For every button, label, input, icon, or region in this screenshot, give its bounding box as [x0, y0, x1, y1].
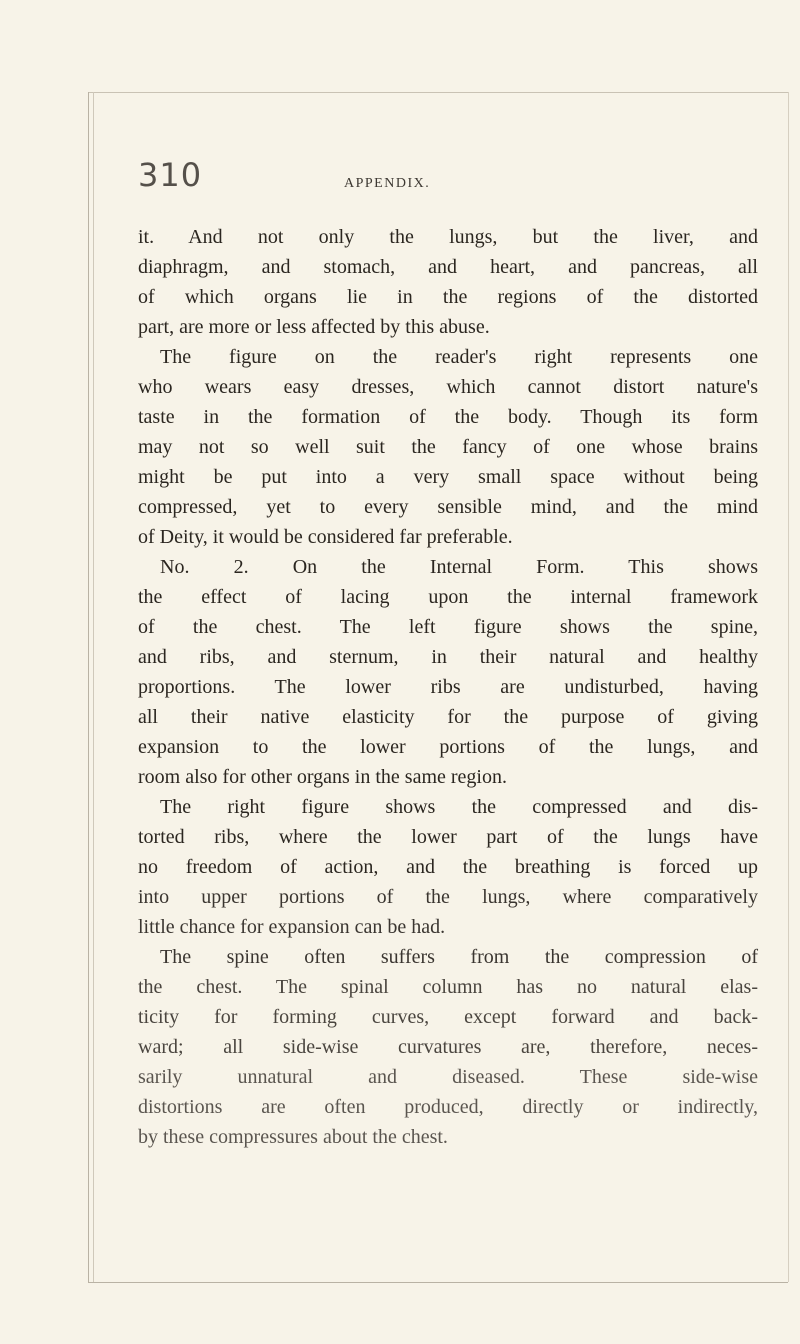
page-border-left-inner	[93, 92, 94, 1282]
page-border-right	[788, 92, 789, 1282]
text-line: ticity for forming curves, except forward and back-	[138, 1006, 758, 1028]
text-line: by these compressures about the chest.	[138, 1126, 448, 1148]
body-text	[138, 222, 758, 1152]
text-line: diaphragm, and stomach, and heart, and pancreas, all	[138, 256, 758, 278]
text-line: proportions. The lower ribs are undisturbed, having	[138, 676, 758, 698]
text-line: The spine often suffers from the compression of	[160, 946, 758, 968]
page-border-left	[88, 92, 89, 1282]
text-line: may not so well suit the fancy of one whose brains	[138, 436, 758, 458]
text-line: expansion to the lower portions of the lungs, and	[138, 736, 758, 758]
text-line: part, are more or less affected by this abuse.	[138, 316, 490, 338]
page-header	[138, 156, 758, 192]
page-border-top	[88, 92, 788, 93]
text-line: it. And not only the lungs, but the liver, and	[138, 226, 758, 248]
text-line: all their native elasticity for the purpose of giving	[138, 706, 758, 728]
text-line: of the chest. The left figure shows the spine,	[138, 616, 758, 638]
running-head: APPENDIX.	[344, 176, 431, 191]
text-line: little chance for expansion can be had.	[138, 916, 446, 938]
text-line: who wears easy dresses, which cannot distort nature's	[138, 376, 758, 398]
text-line: no freedom of action, and the breathing is forced up	[138, 856, 758, 878]
text-line: might be put into a very small space without being	[138, 466, 758, 488]
text-line: of Deity, it would be considered far preferable.	[138, 526, 513, 548]
text-line: distortions are often produced, directly or indirectly,	[138, 1096, 758, 1118]
text-line: into upper portions of the lungs, where comparatively	[138, 886, 758, 908]
text-line: The figure on the reader's right represents one	[160, 346, 758, 368]
text-line: of which organs lie in the regions of the distorted	[138, 286, 758, 308]
page-number: 310	[138, 156, 203, 194]
text-line: room also for other organs in the same region.	[138, 766, 507, 788]
text-line: compressed, yet to every sensible mind, and the mind	[138, 496, 758, 518]
text-line: the effect of lacing upon the internal framework	[138, 586, 758, 608]
text-line: The right figure shows the compressed and dis-	[160, 796, 758, 818]
text-line: and ribs, and sternum, in their natural and healthy	[138, 646, 758, 668]
text-line: sarily unnatural and diseased. These side-wise	[138, 1066, 758, 1088]
text-line: ward; all side-wise curvatures are, therefore, neces-	[138, 1036, 758, 1058]
text-line: the chest. The spinal column has no natural elas-	[138, 976, 758, 998]
text-line: torted ribs, where the lower part of the lungs have	[138, 826, 758, 848]
text-line: taste in the formation of the body. Though its form	[138, 406, 758, 428]
section-heading-line: No. 2. On the Internal Form. This shows	[160, 556, 758, 578]
page-border-bottom	[88, 1282, 788, 1283]
